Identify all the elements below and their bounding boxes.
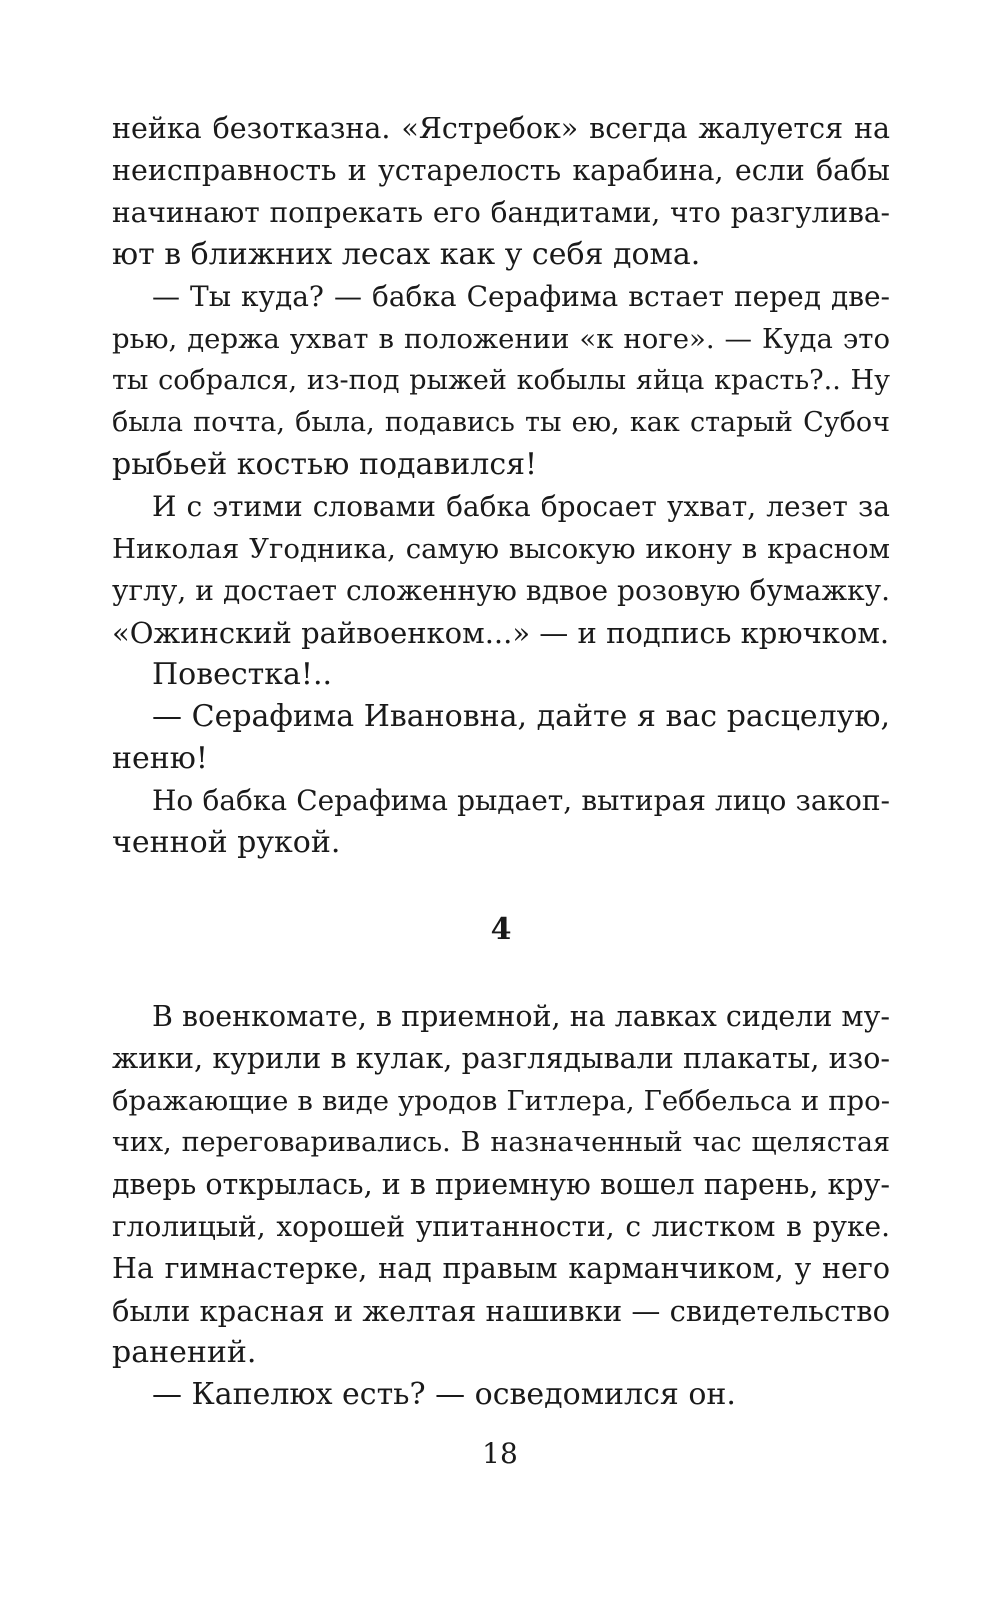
text-line: начинают попрекать его бандитами, что разгулива- [112,196,890,229]
text-line: В военкомате, в приемной, на лавках сидели му- [152,1000,890,1033]
text-line: была почта, была, подавись ты ею, как старый Субоч [112,407,890,438]
text-block-after-chapter [112,996,890,1416]
text-line: — Ты куда? — бабка Серафима встает перед две- [152,280,890,313]
text-line: Николая Угодника, самую высокую икону в красном [112,533,890,565]
text-line: Повестка!.. [152,657,333,692]
text-line: «Ожинский райвоенком...» — и подпись крючком. [112,616,890,650]
text-line: ют в ближних лесах как у себя дома. [112,237,701,272]
text-line: жики, курили в кулак, разглядывали плакаты, изо- [112,1042,890,1075]
text-line: ченной рукой. [112,825,341,860]
text-line: ранений. [112,1335,257,1370]
chapter-number: 4 [490,912,512,947]
page-body [112,108,890,1416]
text-line: углу, и достает сложенную вдвое розовую бумажку. [112,574,890,607]
text-line: нейка безотказна. «Ястребок» всегда жалуется на [112,112,890,145]
text-line: рыбьей костью подавился! [112,447,538,482]
text-line: Но бабка Серафима рыдает, вытирая лицо закоп- [152,784,890,817]
text-line: ты собрался, из-под рыжей кобылы яйца красть?.. Ну [112,365,890,396]
text-line: глолицый, хорошей упитанности, с листком в руке. [112,1210,890,1243]
text-line: дверь открылась, и в приемную вошел парень, кру- [112,1168,890,1201]
spacer [112,951,890,996]
text-line: были красная и желтая нашивки — свидетельство [112,1294,890,1328]
text-line: — Капелюх есть? — осведомился он. [152,1377,736,1412]
text-block-before-chapter [112,108,890,864]
text-line: рью, держа ухват в положении «к ноге». — Куда это [112,323,890,355]
text-line: чих, переговаривались. В назначенный час щелястая [112,1127,890,1158]
page-number: 18 [482,1437,518,1470]
text-line: — Серафима Ивановна, дайте я вас расцелую, [152,699,890,734]
text-line: бражающие в виде уродов Гитлера, Геббельса и про- [112,1085,890,1117]
text-line: неисправность и устарелость карабина, если бабы [112,154,890,187]
text-line: неню! [112,741,208,776]
text-line: На гимнастерке, над правым карманчиком, у него [112,1252,890,1285]
spacer [112,864,890,909]
text-line: И с этими словами бабка бросает ухват, лезет за [152,490,890,523]
